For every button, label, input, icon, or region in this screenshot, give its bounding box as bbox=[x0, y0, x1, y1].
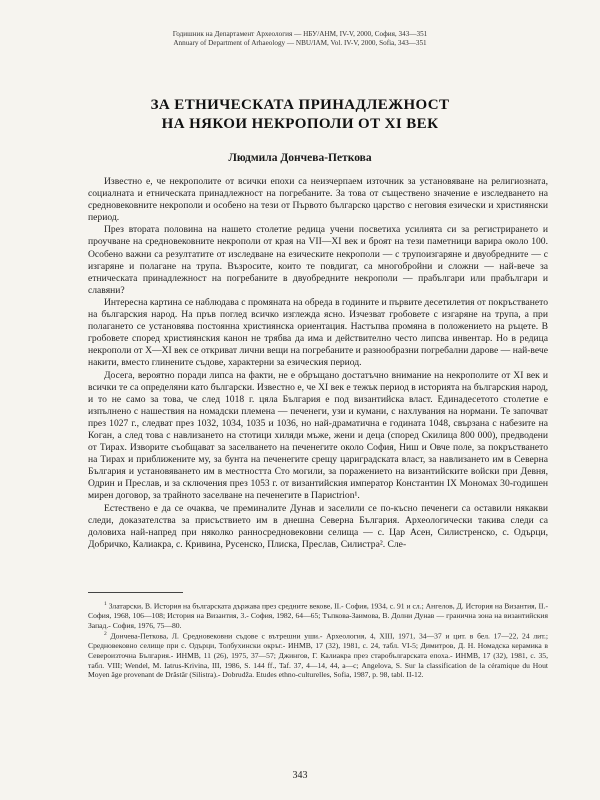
article-body bbox=[88, 176, 548, 551]
body-paragraph: Досега, вероятно поради липса на факти, не е обръщано достатъчно внимание на некрополите от XI век и всички те са определяни като български. Известно е, че XI век е тежък период в историята на българския народ, и то не само за това, че след 1018 г. цяла България е под византийска власт. Единадесетото столетие е изпълнено с нашествия на номадски племена — печенеги, узи и кумани, с нахлувания на нормани. Те започват през 1027 г., следват през 1032, 1034, 1035 и 1036, но най-драматична е годината 1048, свързана с набезите на Коган, а след това с навлизането на стотици хиляди мъже, жени и деца (според Скилица 800 000), предводени от Тирах. Изворите съобщават за заселването на печенегите около София, Ниш и Овче поле, за покръстването на Тирах и приближените му, за бунта на печенегите срещу цариградската власт, за навлизането им в Северна България и установяването им в местността Сто могили, за поражението на византийските войски при Девня, Одрин и Преслав, и за сключения през 1053 г. от византийския император Константин IX Мономах 30-годишен мирен договор, за трайното заселване на печенегите в Парисtrion¹. bbox=[88, 369, 548, 502]
footnotes bbox=[88, 600, 548, 680]
footnote-number: 1 bbox=[104, 601, 107, 607]
footnote-number: 2 bbox=[104, 631, 107, 638]
article-title-line-2: НА НЯКОИ НЕКРОПОЛИ ОТ XI ВЕК bbox=[161, 116, 439, 132]
article-title bbox=[0, 96, 600, 134]
footnote bbox=[88, 600, 548, 630]
body-paragraph: Естествено е да се очаква, че преминалите Дунав и заселили се по-късно печенеги са оставили някакви следи, доказателства за присъствието им в днешна Северна България. Археологически такива следи са доловиха най-напред при няколко ранносредновековни селища — с. Цар Асен, Силистренско, с. Одърци, Добричко, Калиакра, с. Кривина, Русенско, Плиска, Преслав, Силистра². Сле- bbox=[88, 502, 548, 550]
body-paragraph: През втората половина на нашето столетие редица учени посветиха усилията си за регистрирането и проучване на средновековните некрополи от края на VII—XI век и броят на тези паметници варира около 100. Особено важни са резултатите от изследване на езическите некрополи — с трупоизгаряне и двуобредните — с изгаряне и полагане на трупа. Възросите, които те повдигат, са многобройни и сложни — най-вече за етническата принадлежност на погребаните в двуобредните некрополи — прабългари или прабългари и славяни? bbox=[88, 224, 548, 296]
footnote-divider bbox=[88, 592, 183, 593]
running-head-bulgarian: Годишник на Департамент Археология — НБУ/АНМ, IV-V, 2000, София, 343—351 bbox=[172, 30, 428, 38]
page-number: 343 bbox=[292, 770, 308, 781]
footnote-text: Дончева-Петкова, Л. Средновековни съдове с вътрешни уши.- Археология, 4, XIII, 1971, 34—37 и цит. в бел. 17—22, 24 лит.; Средновековно селище при с. Одърци, Толбухински окръг.- ИНМВ, 17 (32), 1981, с. 24, табл. VI-5; Димитров, Д. Н. Номадска керамика в Североизточна България.- ИНМВ, 11 (26), 1975, 37—57; Джингов, Г. Калиакра през старобългарската епоха.- ИНМВ, 17 (32), 1981, с. 35, табл. VIII; Wendel, M. Iatrus-Krivina, III, 1986, S. 144 ff., Taf. 37, 4—14, 44, а—с; Angelova, S. Sur la classification de la céramique du Hout Moyen âge provenant de Drăstăr (Silistra).- Dobrudža. Etudes ethno-culturelles, Sofia, 1987, p. 98, tabl. II-12. bbox=[88, 631, 548, 680]
body-paragraph: Известно е, че некрополите от всички епохи са неизчерпаем източник за установяване на религиозната, социалната и етническата принадлежност на погребаните. За това от съществено значение е изследването на средновековните некрополи и особено на тези от Първото българско царство с неговия езически и християнски период. bbox=[88, 176, 548, 224]
running-head-english: Annuary of Department of Arhaeology — NBU/IAM, Vol. IV-V, 2000, Sofia, 343—351 bbox=[173, 39, 427, 47]
body-paragraph: Интересна картина се наблюдава с промяната на обреда в годините и първите десетилетия от покръстването на българския народ. На пръв поглед всичко изглежда ясно. Изчезват гробовете с изгаряне на трупа, а при полагането се установява постоянна християнска ориентация. Настъпва промяна в положението на ръцете. В гробовете според християнския канон не трябва да има и действително често липсва инвентар. Но в редица некрополи от X—XI век се откриват лични вещи на погребаните и разнообразни погребални дарове — най-вече накити, вместо глинените съдове, характерни за езическия период. bbox=[88, 296, 548, 369]
article-title-line-1: ЗА ЕТНИЧЕСКАТА ПРИНАДЛЕЖНОСТ bbox=[150, 97, 450, 113]
footnote bbox=[88, 630, 548, 680]
footnote-text: Златарски, В. История на българската държава през средните векове, II.- София, 1934, с. 91 и сл.; Ангелов, Д. История на Византия, II.- София, 1968, 106—108; История на Византия, 3.- София, 1982, 64—65; Тъпкова-Заимова, В. Долни Дунав — гранична зона на византийския Запад.- София, 1976, 75—80. bbox=[88, 601, 548, 630]
author-name: Людмила Дончева-Петкова bbox=[228, 152, 372, 164]
running-head bbox=[0, 30, 600, 48]
